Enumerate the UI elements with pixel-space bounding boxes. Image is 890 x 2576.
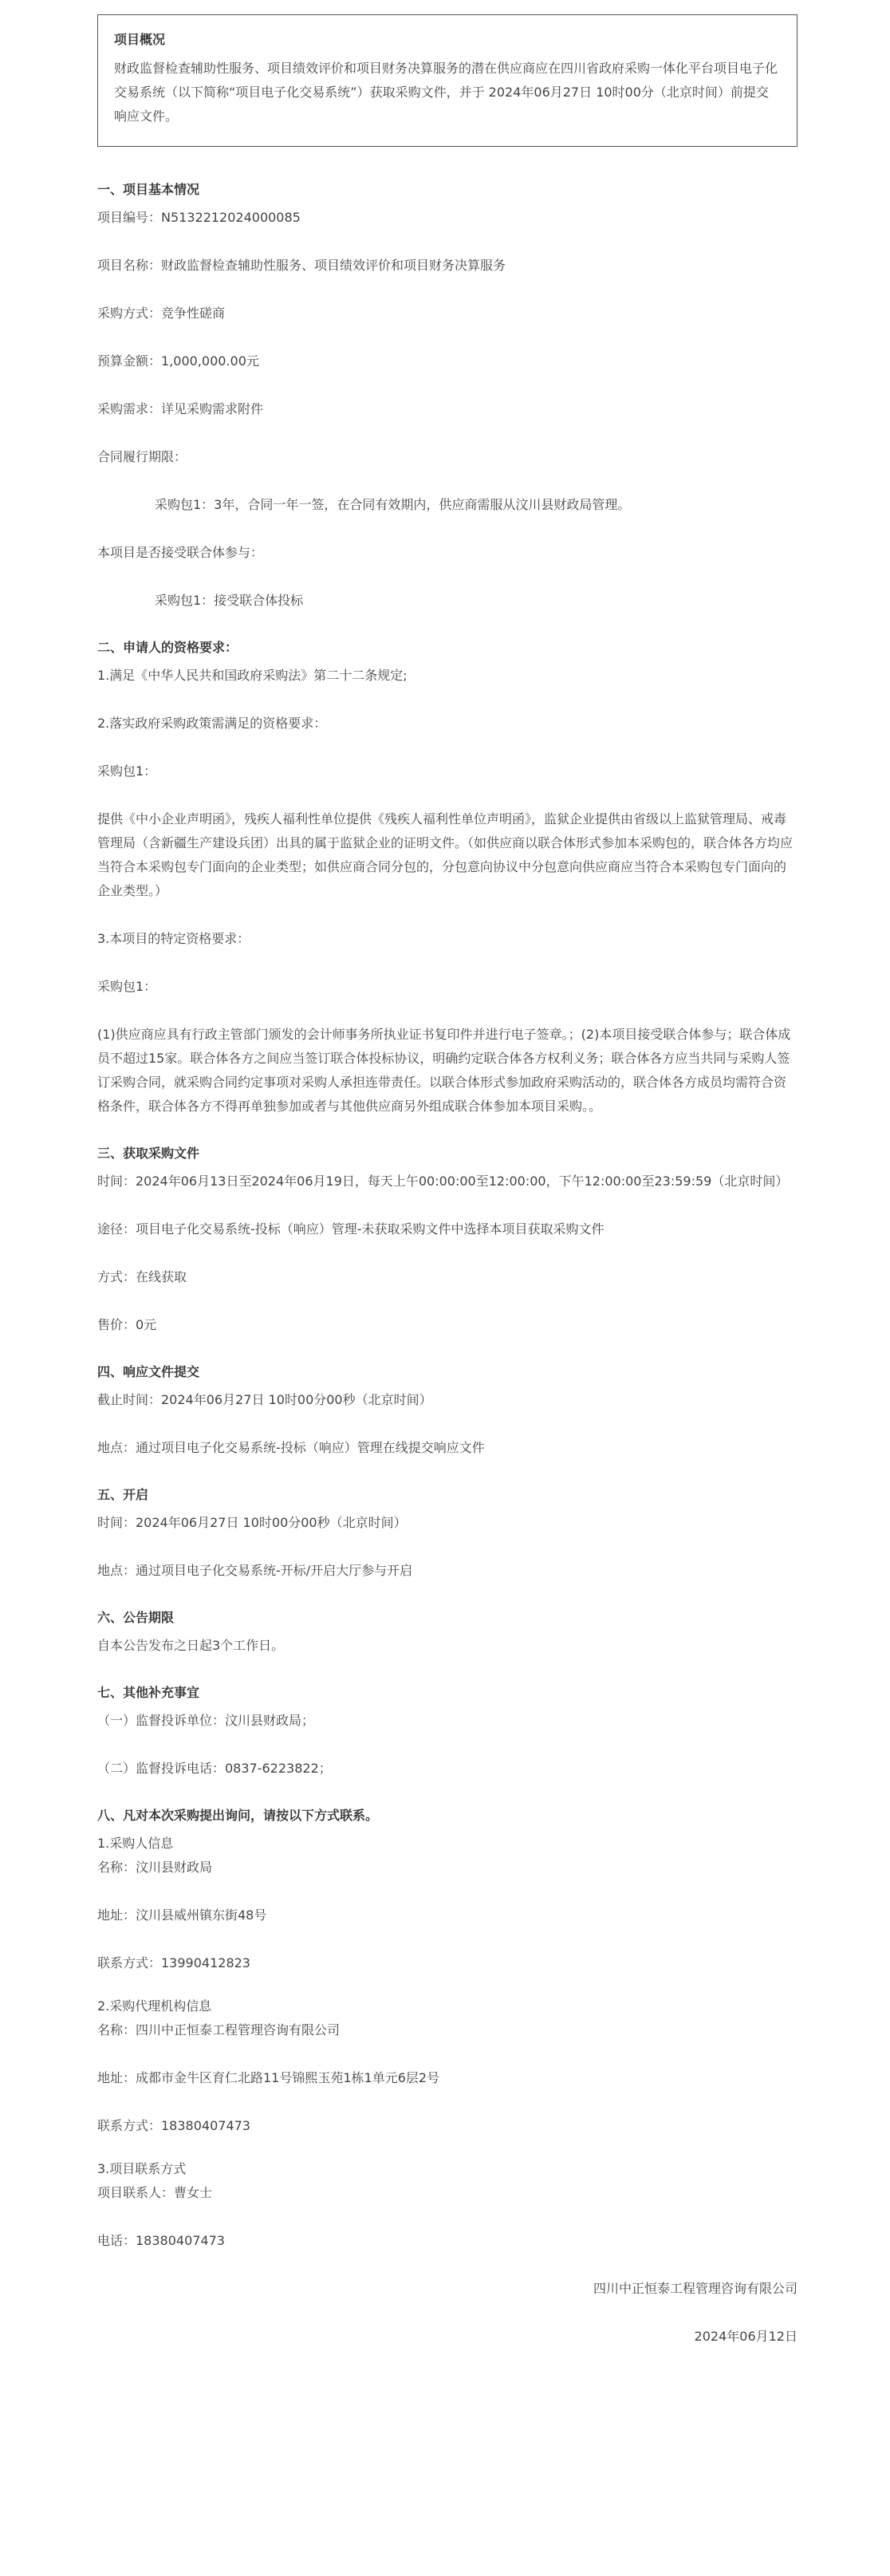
package-label: 采购包1： — [97, 979, 157, 994]
section-basic-info — [97, 179, 797, 613]
section-submission — [97, 1361, 797, 1460]
procurement-method: 采购方式：竞争性磋商 — [97, 306, 226, 321]
procurement-demand: 采购需求：详见采购需求附件 — [97, 401, 264, 416]
requirement-3-detail: (1)供应商应具有行政主管部门颁发的会计师事务所执业证书复印件并进行电子签章。；(2)本项目接受联合体参与；联合体成员不超过15家。联合体各方之间应当签订联合体投标协议，明确约定联合体各方权利义务；联合体各方应当共同与采购人签订采购合同，就采购合同约定事项对采购人承担连带责任。以联合体形式参加政府采购活动的，联合体各方成员均需符合资格条件，联合体各方不得再单独参加或者与其他供应商另外组成联合体参加本项目采购。。 — [97, 1027, 791, 1114]
signing-date: 2024年06月12日 — [694, 2329, 797, 2344]
section-title: 六、公告期限 — [97, 1610, 175, 1625]
opening-time: 时间：2024年06月27日 10时00分00秒（北京时间） — [97, 1515, 407, 1530]
budget-amount: 预算金额：1,000,000.00元 — [97, 353, 259, 369]
section-title: 二、申请人的资格要求： — [97, 640, 238, 655]
requirement-2: 2.落实政府采购政策需满足的资格要求： — [97, 716, 327, 731]
signing-organization: 四川中正恒泰工程管理咨询有限公司 — [593, 2281, 797, 2296]
announcement-page — [97, 14, 797, 2361]
summary-text: 财政监督检查辅助性服务、项目绩效评价和项目财务决算服务的潜在供应商应在四川省政府采购一体化平台项目电子化交易系统（以下简称“项目电子化交易系统”）获取采购文件，并于 2024年06月27日 10时00分（北京时间）前提交响应文件。 — [114, 61, 778, 124]
supervision-unit: （一）监督投诉单位：汶川县财政局； — [97, 1713, 315, 1728]
section-qualification — [97, 637, 797, 1118]
summary-title: 项目概况 — [114, 32, 166, 47]
consortium-label: 本项目是否接受联合体参与： — [97, 545, 264, 560]
obtain-mode: 方式：在线获取 — [97, 1269, 187, 1284]
buyer-address: 地址：汶川县威州镇东街48号 — [97, 1907, 267, 1923]
submission-place: 地点：通过项目电子化交易系统-投标（响应）管理在线提交响应文件 — [97, 1440, 485, 1455]
section-announcement-period — [97, 1607, 797, 1658]
contact-phone: 电话：18380407473 — [97, 2233, 225, 2248]
package-label: 采购包1： — [97, 763, 157, 779]
buyer-name: 名称：汶川县财政局 — [97, 1860, 213, 1875]
buyer-phone: 联系方式：13990412823 — [97, 1955, 250, 1970]
obtain-price: 售价：0元 — [97, 1317, 157, 1332]
agent-address: 地址：成都市金牛区育仁北路11号锦熙玉苑1栋1单元6层2号 — [97, 2070, 440, 2085]
signature-block — [97, 2277, 797, 2349]
requirement-3: 3.本项目的特定资格要求： — [97, 931, 250, 946]
supervision-phone: （二）监督投诉电话：0837-6223822； — [97, 1761, 332, 1776]
contact-heading: 3.项目联系方式 — [97, 2161, 187, 2176]
submission-deadline: 截止时间：2024年06月27日 10时00分00秒（北京时间） — [97, 1392, 432, 1407]
section-obtain-documents — [97, 1142, 797, 1337]
project-name: 项目名称：财政监督检查辅助性服务、项目绩效评价和项目财务决算服务 — [97, 258, 506, 273]
section-other-matters — [97, 1682, 797, 1781]
requirement-1: 1.满足《中华人民共和国政府采购法》第二十二条规定; — [97, 668, 408, 683]
obtain-way: 途径：项目电子化交易系统-投标（响应）管理-未获取采购文件中选择本项目获取采购文件 — [97, 1221, 604, 1237]
agent-name: 名称：四川中正恒泰工程管理咨询有限公司 — [97, 2022, 341, 2038]
requirement-2-detail: 提供《中小企业声明函》，残疾人福利性单位提供《残疾人福利性单位声明函》，监狱企业提供由省级以上监狱管理局、戒毒管理局（含新疆生产建设兵团）出具的属于监狱企业的证明文件。（如供应商以联合体形式参加本采购包的，联合体各方均应当符合本采购包专门面向的企业类型；如供应商合同分包的，分包意向协议中分包意向供应商应当符合本采购包专门面向的企业类型。） — [97, 811, 794, 898]
contract-period-label: 合同履行期限： — [97, 449, 187, 464]
contact-person: 项目联系人：曹女士 — [97, 2185, 213, 2200]
section-contacts — [97, 1805, 797, 2253]
project-summary-box — [97, 14, 797, 147]
contract-period-detail: 采购包1：3年，合同一年一签，在合同有效期内，供应商需服从汶川县财政局管理。 — [155, 497, 631, 512]
buyer-heading: 1.采购人信息 — [97, 1836, 174, 1851]
section-opening — [97, 1484, 797, 1583]
section-title: 四、响应文件提交 — [97, 1364, 200, 1379]
announcement-period: 自本公告发布之日起3个工作日。 — [97, 1638, 285, 1653]
obtain-time: 时间：2024年06月13日至2024年06月19日，每天上午00:00:00至12:00:00，下午12:00:00至23:59:59（北京时间） — [97, 1174, 789, 1189]
section-title: 八、凡对本次采购提出询问，请按以下方式联系。 — [97, 1808, 379, 1823]
section-title: 一、项目基本情况 — [97, 182, 200, 197]
consortium-detail: 采购包1：接受联合体投标 — [155, 593, 304, 608]
section-title: 五、开启 — [97, 1487, 149, 1502]
agent-phone: 联系方式：18380407473 — [97, 2118, 250, 2133]
section-title: 三、获取采购文件 — [97, 1146, 200, 1161]
project-number: 项目编号：N5132212024000085 — [97, 210, 301, 225]
opening-place: 地点：通过项目电子化交易系统-开标/开启大厅参与开启 — [97, 1563, 413, 1578]
section-title: 七、其他补充事宜 — [97, 1685, 200, 1700]
agent-heading: 2.采购代理机构信息 — [97, 1998, 212, 2014]
